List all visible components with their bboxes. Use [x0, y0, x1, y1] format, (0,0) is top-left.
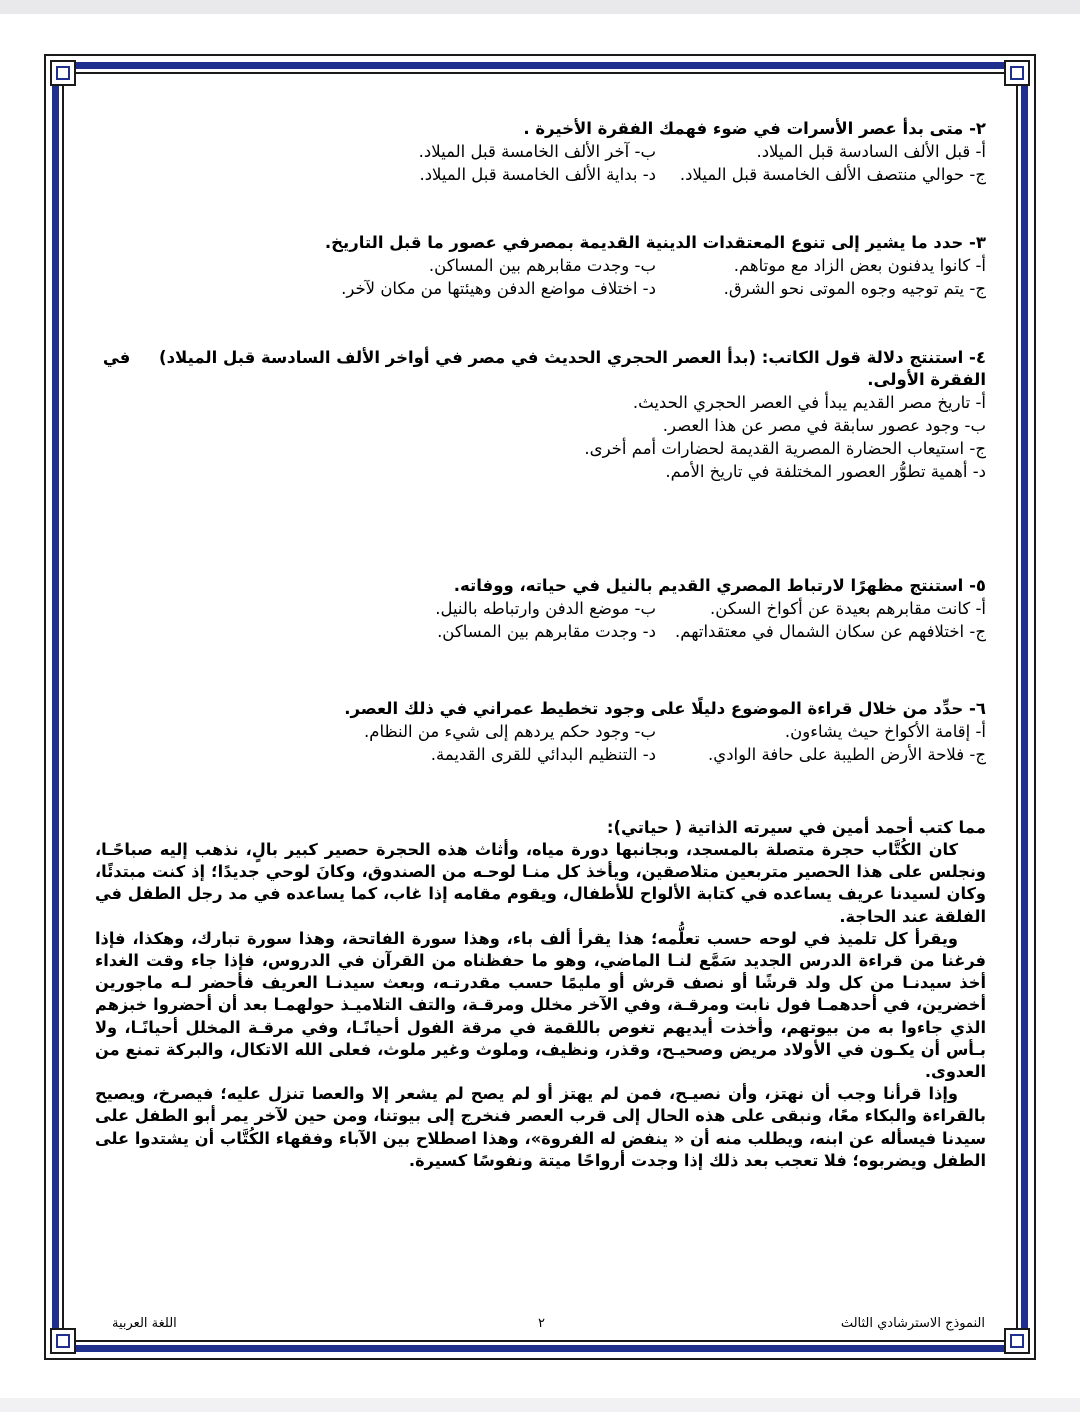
options-row — [95, 597, 986, 620]
option-d: د- أهمية تطوُّر العصور المختلفة في تاريخ الأمم. — [665, 462, 986, 481]
option-b: ب- وجدت مقابرهم بين المساكن. — [428, 256, 656, 275]
option-d: د- التنظيم البدائي للقرى القديمة. — [430, 745, 656, 764]
option-a: أ- قبل الألف السادسة قبل الميلاد. — [756, 142, 986, 161]
option-a: أ- كانت مقابرهم بعيدة عن أكواخ السكن. — [710, 599, 986, 618]
option-c: ج- فلاحة الأرض الطيبة على حافة الوادي. — [708, 745, 986, 764]
corner-ornament-bottom-left — [50, 1328, 76, 1354]
question-title: ٦- حدِّد من خلال قراءة الموضوع دليلًا على وجود تخطيط عمراني في ذلك العصر. — [344, 699, 986, 718]
top-bar — [0, 0, 1080, 14]
option-c: ج- استيعاب الحضارة المصرية القديمة لحضارات أمم أخرى. — [584, 439, 986, 458]
options-row — [95, 720, 986, 743]
reading-passage — [95, 817, 986, 1172]
option-d: د- بداية الألف الخامسة قبل الميلاد. — [419, 165, 656, 184]
question-4 — [95, 347, 986, 483]
options-row — [95, 140, 986, 163]
option-b: ب- آخر الألف الخامسة قبل الميلاد. — [418, 142, 656, 161]
bottom-bar — [0, 1398, 1080, 1412]
option-d: د- وجدت مقابرهم بين المساكن. — [437, 622, 656, 641]
option-d: د- اختلاف مواضع الدفن وهيئتها من مكان لآخر. — [341, 279, 656, 298]
options-row — [95, 620, 986, 643]
option-a: أ- إقامة الأكواخ حيث يشاءون. — [784, 722, 986, 741]
corner-ornament-top-right — [1004, 60, 1030, 86]
corner-ornament-top-left — [50, 60, 76, 86]
question-title: ٢- متى بدأ عصر الأسرات في ضوء فهمك الفقرة الأخيرة . — [523, 119, 986, 138]
question-3 — [95, 232, 986, 300]
options-row — [95, 743, 986, 766]
option-a: أ- كانوا يدفنون بعض الزاد مع موتاهم. — [733, 256, 986, 275]
option-c: ج- اختلافهم عن سكان الشمال في معتقداتهم. — [675, 622, 986, 641]
options-row — [95, 163, 986, 186]
corner-ornament-bottom-right — [1004, 1328, 1030, 1354]
option-b: ب- موضع الدفن وارتباطه بالنيل. — [435, 599, 656, 618]
question-title: ٥- استنتج مظهرًا لارتباط المصري القديم بالنيل في حياته، ووفاته. — [453, 576, 986, 595]
question-title: ٣- حدد ما يشير إلى تنوع المعتقدات الدينية القديمة بمصرفي عصور ما قبل التاريخ. — [324, 233, 986, 252]
passage-paragraph: ويقرأ كل تلميذ في لوحه حسب تعلُّمه؛ هذا يقرأ ألف باء، وهذا سورة الفاتحة، وهذا سورة تبارك، وهكذا، فإذا فرغنا من قراءة الدرس الجديد سَمَّع لنـا الماضي، وهو ما حفظناه من القرآن في الدروس، فإذا جاء وقت الغداء أخذ سيدنـا من كل ولد قرشًا أو نصف قرش أو مليمًا حسب مقدرتـه، وبعث سيدنـا العريف فأحضر لـه ماجورين أخضرين، في أحدهمـا فول نابت ومرقـة، وفي الآخر مخلل ومرقـة، والتف التلاميـذ حولهمـا بعد أن أحضروا خبزهم الذي جاءوا به من بيوتهم، وأخذت أيديهم تغوص باللقمة في مرقة الفول أحيانًـا، وفي مرقـة المخلل أحيانًـا، ولا بـأس أن يكـون في الأولاد مريض وصحيـح، وقذر، ونظيف، وملوث وغير ملوث، فعلى الله الاتكال، والبركة تمنع من العدوى. — [95, 928, 986, 1082]
question-2 — [95, 118, 986, 186]
question-5 — [95, 575, 986, 643]
passage-paragraph: كان الكُتَّاب حجرة متصلة بالمسجد، وبجانبها دورة مياه، وأثاث هذه الحجرة حصير كبير بالٍ، نذهب إليه صباحًـا، ونجلس على هذا الحصير متربعين متلاصقين، ويأخذ كل منـا لوحـه من الصندوق، وكانَ لوحي جديدًا؛ إذ كنت مبتدئًا، وكان لسيدنا عريف يساعده في كتابة الألواح للأطفال، ويقوم مقامه إذا غاب، كما يساعده في مد رجل الطفل في الفلقة عند الحاجة. — [95, 840, 986, 926]
option-b: ب- وجود عصور سابقة في مصر عن هذا العصر. — [662, 416, 986, 435]
footer-model-name: النموذج الاسترشادي الثالث — [840, 1316, 985, 1331]
footer-subject: اللغة العربية — [112, 1316, 177, 1331]
question-6 — [95, 698, 986, 766]
question-title-line-1: ٤- استنتج دلالة قول الكاتب: (بدأ العصر الحجري الحديث في مصر في أواخر الألف السادسة قبل الميلاد) في — [102, 348, 986, 367]
option-b: ب- وجود حكم يردهم إلى شيء من النظام. — [364, 722, 656, 741]
options-row — [95, 254, 986, 277]
option-c: ج- حوالي منتصف الألف الخامسة قبل الميلاد. — [679, 165, 986, 184]
option-a: أ- تاريخ مصر القديم يبدأ في العصر الحجري الحديث. — [632, 393, 986, 412]
question-title-line-2: الفقرة الأولى. — [867, 370, 986, 389]
footer-page-number: ٢ — [538, 1316, 545, 1331]
passage-paragraph: وإذا قرأنا وجب أن نهتز، وأن نصيـح، فمن لم يهتز أو لم يصح لم يشعر إلا والعصا تنزل عليه؛ فيصرخ، ويصيح بالقراءة والبكاء معًا، ونبقى على هذه الحال إلى قرب العصر فنخرج إلى بيوتنا، ومن حين لآخر يمر أبو الطفل على سيدنا فيسأله عن ابنه، ويطلب منه أن « ينفض له الفروة»، وهذا اصطلاح بين الآباء وفقهاء الكُتَّاب أن يشتدوا على الطفل ويضربوه؛ فلا تعجب بعد ذلك إذا وجدت أرواحًا ميتة ونفوسًا كسيرة. — [95, 1084, 986, 1170]
options-row — [95, 277, 986, 300]
option-c: ج- يتم توجيه وجوه الموتى نحو الشرق. — [723, 279, 986, 298]
passage-intro: مما كتب أحمد أمين في سيرته الذاتية ( حياتي): — [606, 818, 986, 837]
